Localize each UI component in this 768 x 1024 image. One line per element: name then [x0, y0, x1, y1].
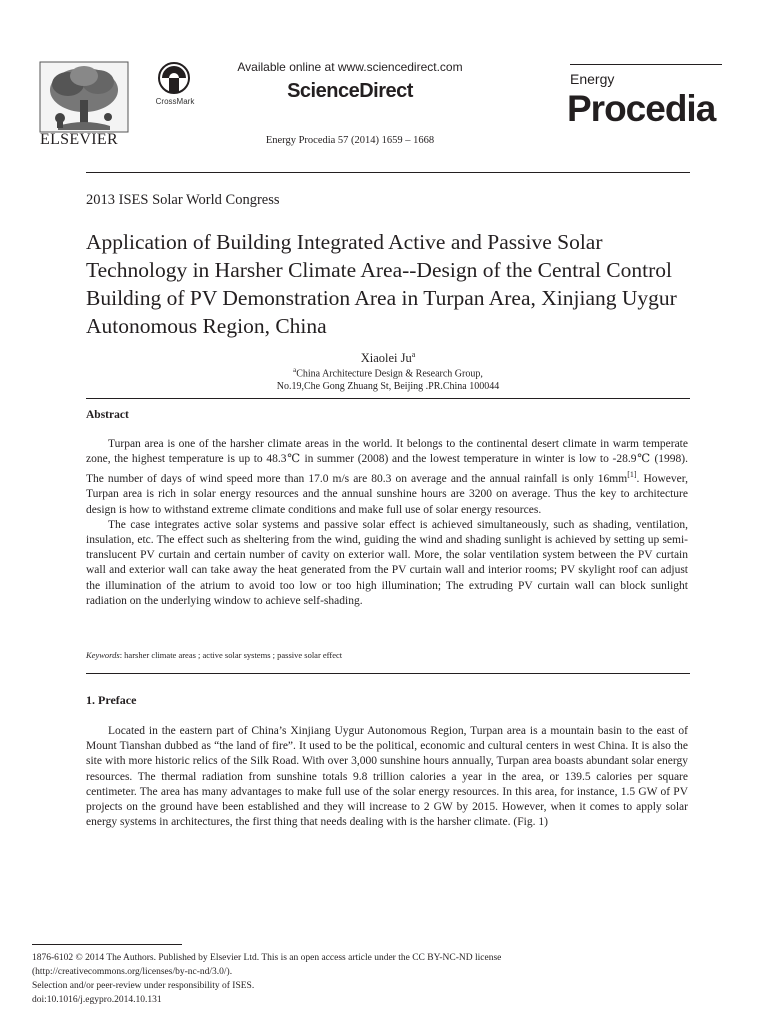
journal-name-energy: Energy — [570, 71, 615, 87]
preface-body — [86, 724, 688, 830]
author-affiliation-mark: a — [411, 350, 416, 359]
footer-license: 1876-6102 © 2014 The Authors. Published by Elsevier Ltd. This is an open access article under the CC BY-NC-ND license — [32, 953, 502, 963]
congress-name: 2013 ISES Solar World Congress — [86, 192, 280, 208]
keywords — [86, 650, 342, 660]
affiliation-mark: a — [293, 366, 297, 374]
abstract-bottom-rule — [86, 673, 690, 674]
abstract-paragraph-2: The case integrates active solar systems and passive solar effect is achieved simultaneously, such as shading, ventilation, insulation, etc. The effect such as sheltering from the wind, guiding the wind and shading sunlight is achieved by setting up semi-translucent PV curtain and certain number of cavity on exterior wall. More, the solar ventilation system between the PV curtain wall and exterior wall can take away the heat generated from the PV curtain wall and interior rooms; PV skylight roof can adjust the illumination of the atrium to avoid too low or too high illumination; The extruding PV curtain wall can block sunlight radiation on the underlying window to achieve self-shading. — [86, 518, 688, 607]
footer-license-link[interactable]: (http://creativecommons.org/licenses/by-nc-nd/3.0/). — [32, 967, 233, 977]
abstract-body — [86, 437, 688, 609]
crossmark-label: CrossMark — [155, 97, 195, 106]
footer-review: Selection and/or peer-review under responsibility of ISES. — [32, 981, 255, 991]
journal-name-procedia: Procedia — [567, 88, 716, 129]
affiliation-line-2: No.19,Che Gong Zhuang St, Beijing .PR.China 100044 — [276, 381, 500, 393]
abstract-paragraph-1: Turpan area is one of the harsher climate areas in the world. It belongs to the continental desert climate in warm temperate zone, the highest temperature is up to 48.3℃ in summer (2008) and the lowest temperature in winter is low to -28.9℃ (1998). The number of days of wind speed more than 17.0 m/s are 80.3 on average and the annual rainfall is only 16mm[1]. However, Turpan area is rich in solar energy resources and the annual sunshine hours are 3200 on average. Thus the key to architecture design is how to withstand extreme climate conditions and make full use of solar energy resources. — [86, 438, 689, 516]
footer-doi[interactable]: doi:10.1016/j.egypro.2014.10.131 — [32, 995, 162, 1005]
publisher-wordmark: ELSEVIER — [40, 131, 118, 148]
footer — [32, 951, 672, 1007]
preface-paragraph-1: Located in the eastern part of China’s Xinjiang Uygur Autonomous Region, Turpan area is a mountain basin to the east of Mount Tianshan dubbed as “the land of fire”. It used to be the political, economic and cultural centers in west China. It is also the site with more historic relics of the Silk Road. With over 3,000 sunshine hours annually, Turpan area boasts abundant solar energy resources. The thermal radiation from sunshine totals 9.8 trillion calories a year in the area, or 139.5 calories per square centimeter. The area has many advantages to make full use of the solar energy resources. In this area, for instance, 1.5 GW of PV projects on the ground have been established and they will increase to 2 GW by 2015. However, when it comes to apply solar energy systems in architectures, the first thing that needs dealing with is the harsher climate. (Fig. 1) — [86, 725, 688, 829]
available-online-text: Available online at www.sciencedirect.com — [237, 60, 463, 74]
keywords-list: : harsher climate areas ; active solar systems ; passive solar effect — [119, 650, 343, 660]
journal-citation: Energy Procedia 57 (2014) 1659 – 1668 — [265, 135, 435, 146]
header-divider — [86, 172, 690, 173]
affiliation — [86, 364, 690, 393]
abstract-heading: Abstract — [86, 409, 129, 421]
reference-mark[interactable]: [1] — [627, 470, 637, 480]
footer-rule — [32, 944, 182, 945]
sciencedirect-wordmark: ScienceDirect — [287, 80, 413, 102]
abstract-top-rule — [86, 398, 690, 399]
keywords-label: Keywords — [86, 650, 120, 660]
section-heading-preface: 1. Preface — [86, 693, 137, 707]
affiliation-line-1: $^a$China Architecture Design & Research Group, — [293, 366, 483, 380]
journal-logo-rule — [570, 64, 722, 65]
article-title: Application of Building Integrated Active and Passive Solar Technology in Harsher Climate Area--Design of the Central Control Building of PV Demonstration Area in Turpan Area, Xinjiang Uygur Autonomous Region, China — [86, 230, 677, 338]
author-name: Xiaolei Ju — [360, 351, 412, 366]
